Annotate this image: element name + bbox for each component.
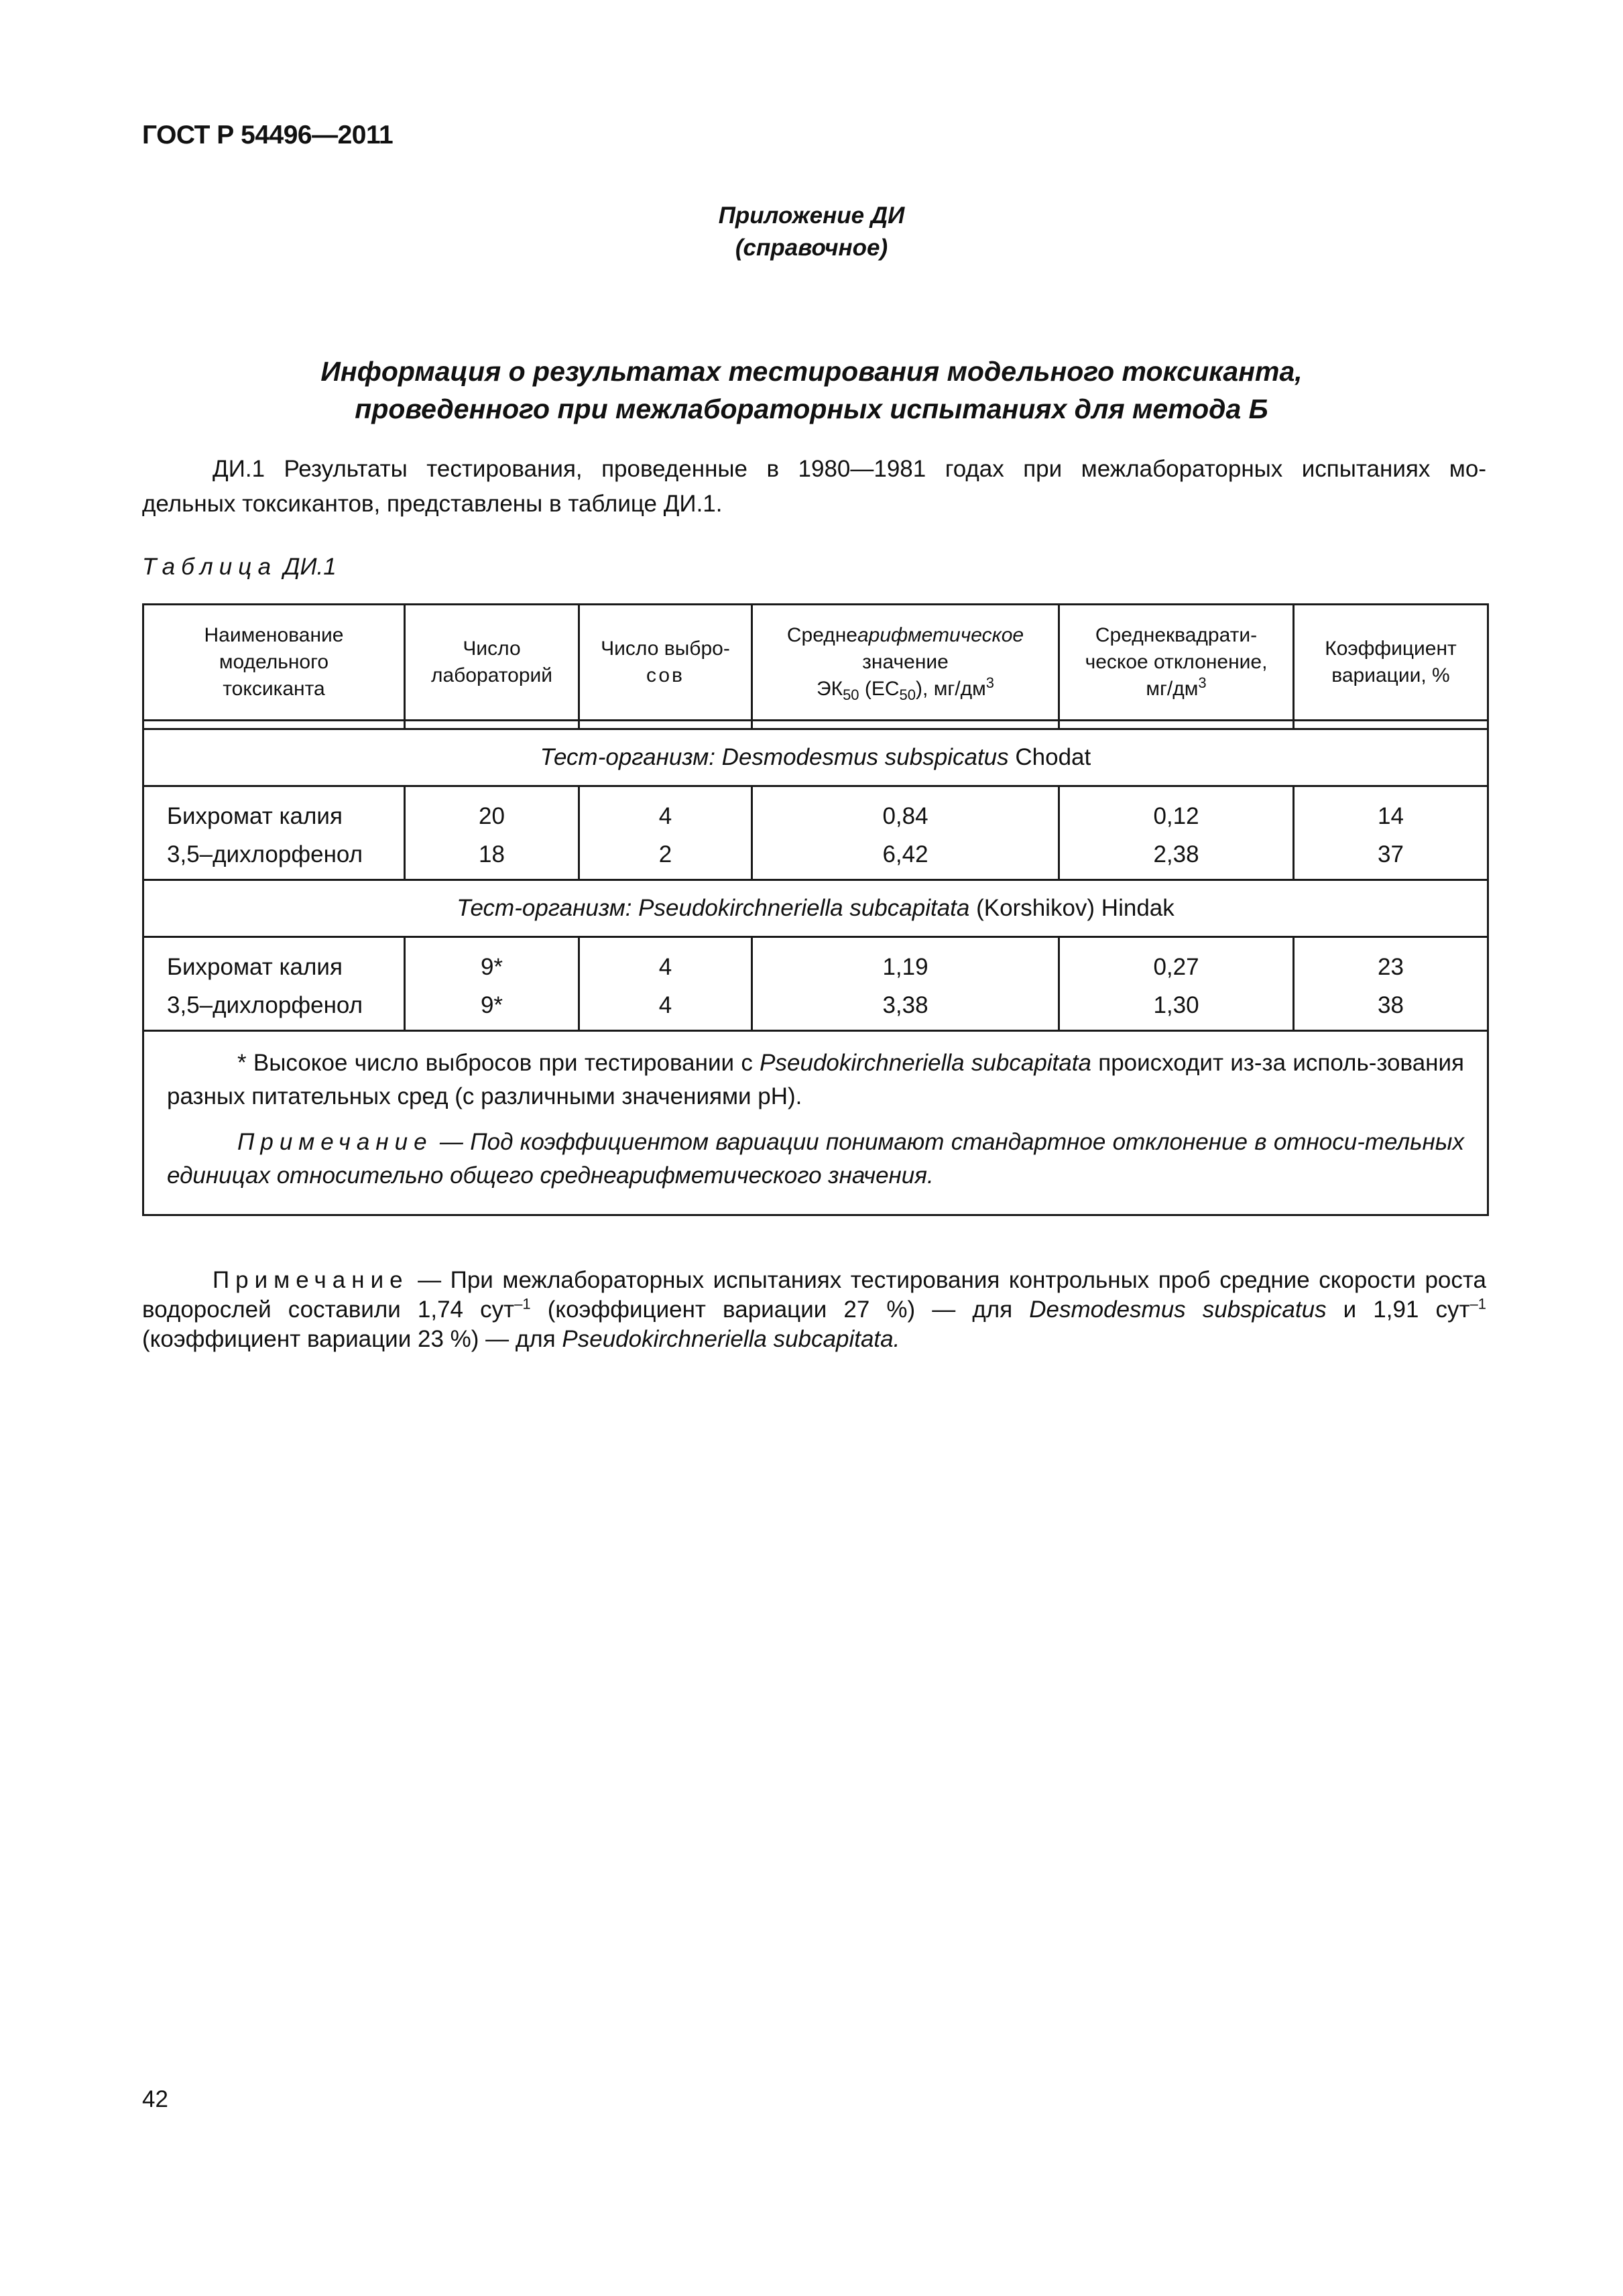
table-footnote: [167, 1046, 1464, 1113]
toxicant-cell: [143, 937, 405, 1031]
header-superscript: 3: [985, 674, 994, 691]
intro-paragraph-line-2: дельных токсикантов, представлены в таблице ДИ.1.: [142, 491, 723, 517]
lab-count-value: 18: [479, 841, 505, 867]
sd-cell: [1059, 937, 1294, 1031]
rule-cell: [752, 721, 1059, 729]
organism-species: Pseudokirchneriella subcapitata: [638, 895, 970, 921]
organism-group-row: [143, 880, 1488, 937]
toxicant-cell: [143, 786, 405, 880]
header-text: значение: [862, 651, 949, 673]
header-text: модельного: [219, 651, 329, 673]
cv-value: 38: [1378, 992, 1404, 1018]
organism-label: [143, 729, 1488, 786]
outlier-value: 4: [658, 803, 672, 829]
section-title-line-1: Информация о результатах тестирования модельного токсиканта,: [320, 356, 1303, 387]
toxicant-name: 3,5–дихлорфенол: [167, 841, 363, 867]
cv-value: 14: [1378, 803, 1404, 829]
toxicant-name: Бихромат калия: [167, 954, 343, 980]
mean-value: 0,84: [882, 803, 928, 829]
table-footer: [143, 1031, 1488, 1215]
header-text-part: мг/дм: [1146, 678, 1199, 700]
note-text: — Под коэффициентом вариации понимают стандартное отклонение в относи-тельных единицах относительно общего среднеарифметического значения.: [167, 1129, 1464, 1189]
table-header-row: [143, 605, 1488, 721]
results-table: [142, 603, 1489, 1216]
table-footer-row: [143, 1031, 1488, 1215]
header-mean-value: [752, 605, 1059, 721]
header-text: Число: [463, 638, 521, 660]
table-row: [143, 937, 1488, 1031]
sd-value: 1,30: [1153, 992, 1199, 1018]
table-caption: [142, 554, 337, 581]
intro-text-1: ДИ.1 Результаты тестирования, проведенные в 1980—1981 годах при межлабораторных испытаниях мо-: [213, 456, 1486, 482]
header-text: токсиканта: [223, 678, 325, 700]
table-note: [167, 1126, 1464, 1193]
cv-value: 23: [1378, 954, 1404, 980]
header-text: Наименование: [204, 624, 344, 646]
lab-count-value: 9*: [480, 954, 503, 980]
lab-count-value: 20: [479, 803, 505, 829]
bottom-note-text: — При межлабораторных испытаниях тестирования контрольных проб средние скорости роста водорослей составили 1,74 сут: [142, 1267, 1486, 1323]
bottom-note-superscript: –1: [1469, 1295, 1487, 1313]
header-text-part: арифметическое: [857, 624, 1024, 646]
organism-author: (Korshikov) Hindak: [976, 895, 1175, 921]
mean-value: 6,42: [882, 841, 928, 867]
sd-cell: [1059, 786, 1294, 880]
page-number: 42: [142, 2086, 168, 2112]
header-variation-coefficient: [1294, 605, 1488, 721]
header-lab-count: [405, 605, 579, 721]
footnote-text: происходит из-за исполь-зования разных питательных сред (с различными значениями pH).: [167, 1050, 1464, 1109]
bottom-note-superscript: –1: [514, 1295, 531, 1313]
organism-prefix: Тест-организм:: [457, 895, 632, 921]
outlier-value: 4: [658, 954, 672, 980]
header-text: ческое отклонение,: [1085, 651, 1268, 673]
annex-kind: (справочное): [735, 235, 888, 261]
rule-cell: [405, 721, 579, 729]
header-text-part: ), мг/дм: [916, 678, 986, 700]
header-double-rule: [143, 721, 1488, 729]
bottom-note-text: (коэффициент вариации 23 %) — для: [142, 1326, 562, 1352]
sd-value: 2,38: [1153, 841, 1199, 867]
rule-cell: [143, 721, 405, 729]
section-title-line-2: проведенного при межлабораторных испытаниях для метода Б: [355, 394, 1268, 424]
toxicant-name: Бихромат калия: [167, 803, 343, 829]
toxicant-name: 3,5–дихлорфенол: [167, 992, 363, 1018]
outlier-cell: [579, 937, 752, 1031]
outlier-value: 2: [658, 841, 672, 867]
header-outlier-count: [579, 605, 752, 721]
header-text-part: Средне: [786, 624, 857, 646]
lab-count-value: 9*: [480, 992, 503, 1018]
cv-value: 37: [1378, 841, 1404, 867]
header-subscript: 50: [843, 686, 859, 703]
mean-value: 1,19: [882, 954, 928, 980]
footnote-species: Pseudokirchneriella subcapitata: [760, 1050, 1091, 1076]
bottom-note-text: и 1,91 сут: [1326, 1296, 1470, 1323]
sd-value: 0,27: [1153, 954, 1199, 980]
header-text: Число выбро-: [601, 638, 730, 660]
header-subscript: 50: [899, 686, 916, 703]
organism-group-row: [143, 729, 1488, 786]
header-text-part: ЭК: [817, 678, 843, 700]
intro-paragraph-line-1: [142, 452, 1486, 487]
mean-value: 3,38: [882, 992, 928, 1018]
note-label: Примечание: [237, 1129, 433, 1155]
sd-value: 0,12: [1153, 803, 1199, 829]
bottom-note-species: Desmodesmus subspicatus: [1029, 1296, 1327, 1323]
header-text: [753, 676, 1058, 703]
annex-title: Приложение ДИ: [718, 202, 905, 229]
organism-label: [143, 880, 1488, 937]
mean-cell: [752, 786, 1059, 880]
header-text: лабораторий: [430, 664, 553, 686]
header-toxicant-name: [143, 605, 405, 721]
bottom-note-text: (коэффициент вариации 27 %) — для: [530, 1296, 1030, 1323]
header-text: вариации, %: [1331, 664, 1450, 686]
header-text: [753, 622, 1058, 649]
header-text-part: (EC: [859, 678, 900, 700]
footnote-text: * Высокое число выбросов при тестировании с: [237, 1050, 753, 1076]
bottom-note: [142, 1266, 1486, 1354]
bottom-note-species: Pseudokirchneriella subcapitata.: [562, 1326, 900, 1352]
organism-species: Desmodesmus subspicatus: [721, 744, 1009, 770]
cv-cell: [1294, 786, 1488, 880]
header-text: Коэффициент: [1325, 638, 1457, 660]
rule-cell: [1059, 721, 1294, 729]
table-caption-word: Таблица: [142, 554, 278, 580]
header-text: Среднеквадрати-: [1095, 624, 1258, 646]
document-code: ГОСТ Р 54496—2011: [142, 121, 394, 149]
table-row: [143, 786, 1488, 880]
organism-prefix: Тест-организм:: [540, 744, 715, 770]
header-superscript: 3: [1198, 674, 1207, 691]
rule-cell: [1294, 721, 1488, 729]
mean-cell: [752, 937, 1059, 1031]
bottom-note-label: Примечание: [213, 1267, 409, 1293]
header-std-deviation: [1059, 605, 1294, 721]
header-text: сов: [646, 664, 684, 686]
header-text: [1060, 676, 1293, 703]
lab-count-cell: [405, 937, 579, 1031]
lab-count-cell: [405, 786, 579, 880]
table-caption-id: ДИ.1: [283, 554, 337, 580]
rule-cell: [579, 721, 752, 729]
cv-cell: [1294, 937, 1488, 1031]
organism-author: Chodat: [1015, 744, 1091, 770]
outlier-cell: [579, 786, 752, 880]
outlier-value: 4: [658, 992, 672, 1018]
